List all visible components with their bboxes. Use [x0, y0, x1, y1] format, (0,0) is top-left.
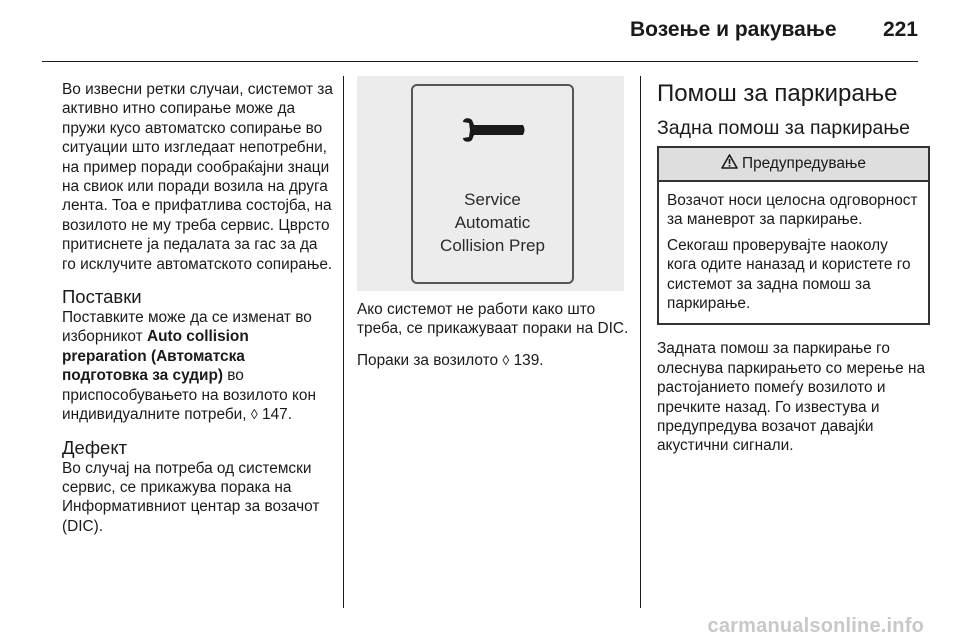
page-reference-icon: ◊ — [250, 406, 258, 423]
page-reference[interactable]: 147. — [257, 406, 292, 424]
fault-heading: Дефект — [62, 436, 128, 458]
page-reference[interactable]: 139. — [509, 351, 544, 369]
warning-header — [659, 148, 928, 182]
dic-line-1: Service — [464, 190, 521, 209]
warning-box — [657, 146, 930, 325]
column-middle — [357, 300, 629, 374]
dic-screen — [411, 84, 574, 284]
column-left — [62, 80, 334, 540]
paragraph-settings — [62, 308, 334, 424]
settings-text-2: во приспособувањето на возилото кон индивидуалните потреби, — [62, 367, 316, 424]
warning-text-2: Секогаш проверувајте наоколу кога одите наназад и користете го системот за задна помош за паркирање. — [667, 236, 911, 313]
paragraph-vehicle-messages — [357, 351, 629, 370]
warning-text-1: Возачот носи целосна одговорност за маневрот за паркирање. — [667, 192, 918, 229]
paragraph-dic: Ако системот не работи како што треба, се прикажуваат пораки на DIC. — [357, 301, 629, 338]
paragraph-false-braking: Во извесни ретки случаи, системот за активно итно сопирање може да пружи кусо автоматско сопирање во ситуации што изгледаат непотребни, на пример поради сообраќајни знаци на свиок или поради возила на друга лента. Тоа е прифатлива состојба, на возилото не му треба сервис. Цврсто притиснете ја педалата за гас за да го исклучите автоматското сопирање. — [62, 81, 333, 273]
column-divider — [343, 76, 344, 608]
dic-line-2: Automatic — [454, 213, 531, 232]
section-title: Помош за паркирање — [657, 80, 898, 107]
settings-text: Поставките може да се изменат во изборникот — [62, 309, 312, 346]
warning-triangle-icon — [721, 154, 738, 174]
dic-line-3: Collision Prep — [440, 236, 545, 255]
dic-message-text — [413, 188, 572, 257]
settings-menu-name: Auto collision preparation (Автоматска подготовка за судир) — [62, 328, 249, 385]
page-number: 221 — [882, 18, 918, 41]
page-reference-icon: ◊ — [502, 351, 510, 368]
watermark: carmanualsonline.info — [707, 615, 924, 637]
dic-message-illustration — [357, 76, 624, 291]
subsection-title: Задна помош за паркирање — [657, 117, 911, 139]
header-title: Возење и ракување — [630, 18, 837, 41]
column-divider — [640, 76, 641, 608]
column-right — [657, 80, 930, 460]
paragraph-rear-parking: Задната помош за паркирање го олеснува паркирањето со мерење на растојанието помеѓу возилото и пречките назад. Го известува и предупредува возачот давајќи акустични сигнали. — [657, 340, 926, 455]
warning-title: Предупредување — [742, 155, 866, 173]
vehicle-messages-text: Пораки за возилото — [357, 351, 503, 369]
settings-heading: Поставки — [62, 286, 142, 308]
paragraph-fault: Во случај на потреба од системски сервис, се прикажува порака на Информативниот центар за возачот (DIC). — [62, 459, 320, 535]
wrench-icon — [461, 116, 527, 144]
header-rule — [42, 61, 918, 62]
warning-body — [659, 182, 928, 323]
